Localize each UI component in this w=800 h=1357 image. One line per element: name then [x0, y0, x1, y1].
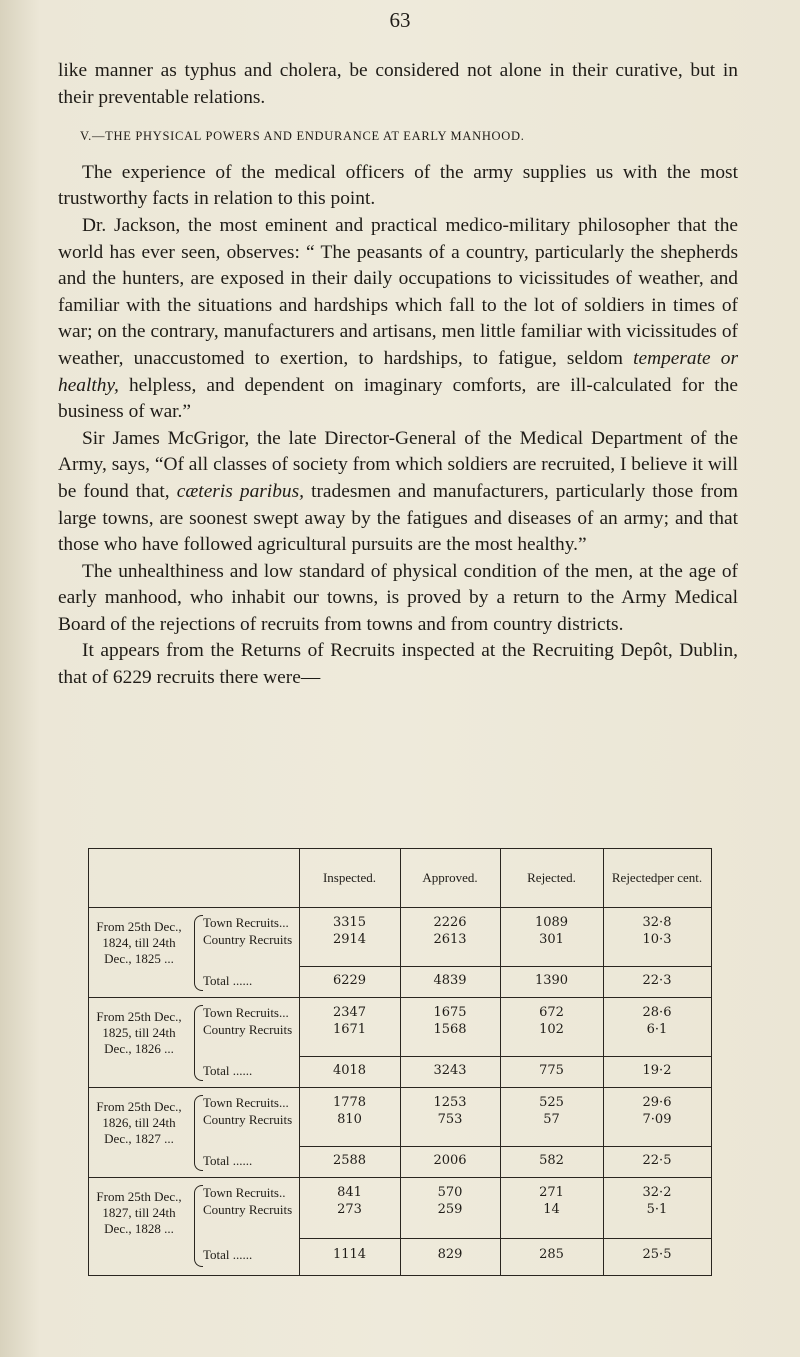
country-rejected-percent: 10·3	[642, 932, 672, 947]
town-rejected-percent: 32·8	[642, 915, 672, 930]
total-rejected: 582	[539, 1153, 564, 1168]
brace	[194, 915, 203, 991]
country-inspected: 1671	[332, 1022, 367, 1037]
header-rejected: Rejected.	[527, 870, 576, 885]
country-approved: 1568	[433, 1022, 467, 1037]
town-inspected: 1778	[332, 1095, 367, 1110]
town-rejected: 672	[539, 1005, 564, 1020]
period-line: 1827, till 24th	[102, 1205, 176, 1220]
town-recruits-label: Town Recruits..	[203, 1185, 286, 1200]
town-rejected: 1089	[534, 915, 569, 930]
recruits-table	[88, 848, 712, 1276]
total-rejected-percent: 22·5	[642, 1153, 672, 1168]
country-rejected: 57	[543, 1112, 560, 1127]
town-rejected: 271	[539, 1185, 564, 1200]
intro-paragraph: like manner as typhus and cholera, be considered not alone in their curative, but in their preventable relations.	[58, 60, 738, 108]
period-line: Dec., 1825 ...	[104, 951, 174, 966]
group-divider	[89, 997, 711, 998]
body-text	[58, 58, 738, 692]
mcgrigor-quote-part-1: Sir James McGrigor, the late Director-General of the Medical Department of the Army, says, “Of all classes of society from which soldiers are recruited, I believe it will be found that,	[58, 427, 738, 502]
total-inspected: 6229	[332, 973, 367, 988]
total-rejected-percent: 25·5	[642, 1247, 672, 1262]
section-heading: V.—THE PHYSICAL POWERS AND ENDURANCE AT EARLY MANHOOD.	[80, 129, 525, 144]
total-rejected-percent: 19·2	[642, 1063, 672, 1078]
town-rejected: 525	[539, 1095, 564, 1110]
town-recruits-label: Town Recruits...	[203, 1005, 289, 1020]
country-approved: 2613	[433, 932, 467, 947]
total-inspected: 4018	[332, 1063, 367, 1078]
town-approved: 2226	[433, 915, 467, 930]
town-inspected: 841	[337, 1185, 362, 1200]
country-recruits-label: Country Recruits	[203, 1202, 293, 1217]
period-line: From 25th Dec.,	[96, 1189, 182, 1204]
town-rejected-percent: 28·6	[642, 1005, 672, 1020]
period-line: 1826, till 24th	[102, 1115, 176, 1130]
total-label: Total ......	[203, 1247, 253, 1262]
brace	[194, 1005, 203, 1081]
header-rejected-percent-line-1: Rejected	[611, 870, 658, 885]
header-rejected-percent-line-2: per cent.	[657, 870, 703, 885]
paragraph-unhealthiness: The unhealthiness and low standard of physical condition of the men, at the age of early manhood, who inhabit our towns, is proved by a return to the Army Medical Board of the rejections of recruits from towns and from country districts.	[58, 560, 738, 635]
jackson-quote-emphasis: temperate or healthy,	[58, 347, 738, 396]
town-inspected: 2347	[332, 1005, 367, 1020]
period-line: Dec., 1826 ...	[104, 1041, 174, 1056]
jackson-quote-part-2: helpless, and dependent on imaginary comforts, are ill-calculated for the business of war.”	[58, 374, 738, 423]
town-inspected: 3315	[332, 915, 367, 930]
period-line: Dec., 1828 ...	[104, 1221, 174, 1236]
period-line: Dec., 1827 ...	[104, 1131, 174, 1146]
period-line: From 25th Dec.,	[96, 919, 182, 934]
total-approved: 829	[437, 1247, 463, 1262]
total-approved: 3243	[433, 1063, 467, 1078]
subtotal-rule	[299, 966, 711, 967]
country-recruits-label: Country Recruits	[203, 1112, 293, 1127]
page-number: 63	[389, 8, 411, 32]
period-line: From 25th Dec.,	[96, 1009, 182, 1024]
total-label: Total ......	[203, 973, 253, 988]
group-divider	[89, 1087, 711, 1088]
total-approved: 4839	[433, 973, 467, 988]
mcgrigor-quote-part-2: tradesmen and manufacturers, particularly those from large towns, are soonest swept away by the fatigues and diseases of an army; and that those who have followed agricultural pursuits are the most healthy.”	[58, 480, 738, 556]
country-rejected: 14	[543, 1202, 560, 1217]
header-inspected: Inspected.	[322, 870, 377, 885]
country-inspected: 2914	[332, 932, 367, 947]
country-rejected-percent: 6·1	[646, 1022, 668, 1037]
town-recruits-label: Town Recruits...	[203, 1095, 289, 1110]
town-approved: 1675	[433, 1005, 467, 1020]
total-label: Total ......	[203, 1153, 253, 1168]
period-label	[89, 1189, 189, 1237]
period-label	[89, 1009, 189, 1057]
header-approved: Approved.	[422, 870, 478, 885]
paragraph-returns: It appears from the Returns of Recruits inspected at the Recruiting Depôt, Dublin, that of 6229 recruits there were—	[58, 640, 738, 689]
town-approved: 1253	[433, 1095, 467, 1110]
country-inspected: 810	[337, 1112, 362, 1127]
country-recruits-label: Country Recruits	[203, 932, 293, 947]
total-rejected: 775	[539, 1063, 564, 1078]
paragraph-mcgrigor	[58, 426, 738, 559]
total-inspected: 2588	[332, 1153, 367, 1168]
country-rejected-percent: 7·09	[642, 1112, 672, 1127]
country-approved: 753	[437, 1112, 463, 1127]
country-rejected: 301	[539, 932, 564, 947]
total-rejected: 1390	[534, 973, 569, 988]
town-rejected-percent: 29·6	[642, 1095, 672, 1110]
total-rejected: 285	[539, 1247, 564, 1262]
header-rejected-percent	[603, 849, 711, 907]
paragraph-experience: The experience of the medical officers of the army supplies us with the most trustworthy facts in relation to this point.	[58, 161, 738, 210]
town-approved: 570	[437, 1185, 463, 1200]
total-label: Total ......	[203, 1063, 253, 1078]
period-line: From 25th Dec.,	[96, 1099, 182, 1114]
country-rejected-percent: 5·1	[646, 1202, 668, 1217]
town-rejected-percent: 32·2	[642, 1185, 672, 1200]
total-rejected-percent: 22·3	[642, 973, 672, 988]
period-label	[89, 1099, 189, 1147]
country-approved: 259	[437, 1202, 463, 1217]
subtotal-rule	[299, 1238, 711, 1239]
country-recruits-label: Country Recruits	[203, 1022, 293, 1037]
group-divider	[89, 1177, 711, 1178]
period-line: 1825, till 24th	[102, 1025, 176, 1040]
brace	[194, 1095, 203, 1171]
mcgrigor-quote-emphasis: cæteris paribus,	[176, 480, 304, 502]
country-inspected: 273	[337, 1202, 362, 1217]
town-recruits-label: Town Recruits...	[203, 915, 289, 930]
period-line: 1824, till 24th	[102, 935, 176, 950]
period-label	[89, 919, 189, 967]
brace	[194, 1185, 203, 1267]
total-inspected: 1114	[332, 1247, 367, 1262]
paragraph-jackson	[58, 213, 738, 426]
subtotal-rule	[299, 1056, 711, 1057]
country-rejected: 102	[539, 1022, 564, 1037]
jackson-quote-part-1: Dr. Jackson, the most eminent and practical medico-military philosopher that the world has ever seen, observes: “ The peasants of a country, particularly the shepherds and the hunters, are exposed in their daily occupations to vicissitudes of weather, and familiar with the situations and hardships which fall to the lot of soldiers in times of war; on the contrary, manufacturers and artisans, men little familiar with vicissitudes of weather, unaccustomed to exertion, to hardships, to fatigue, seldom	[58, 214, 738, 369]
subtotal-rule	[299, 1146, 711, 1147]
header-divider	[89, 907, 711, 908]
total-approved: 2006	[433, 1153, 467, 1168]
